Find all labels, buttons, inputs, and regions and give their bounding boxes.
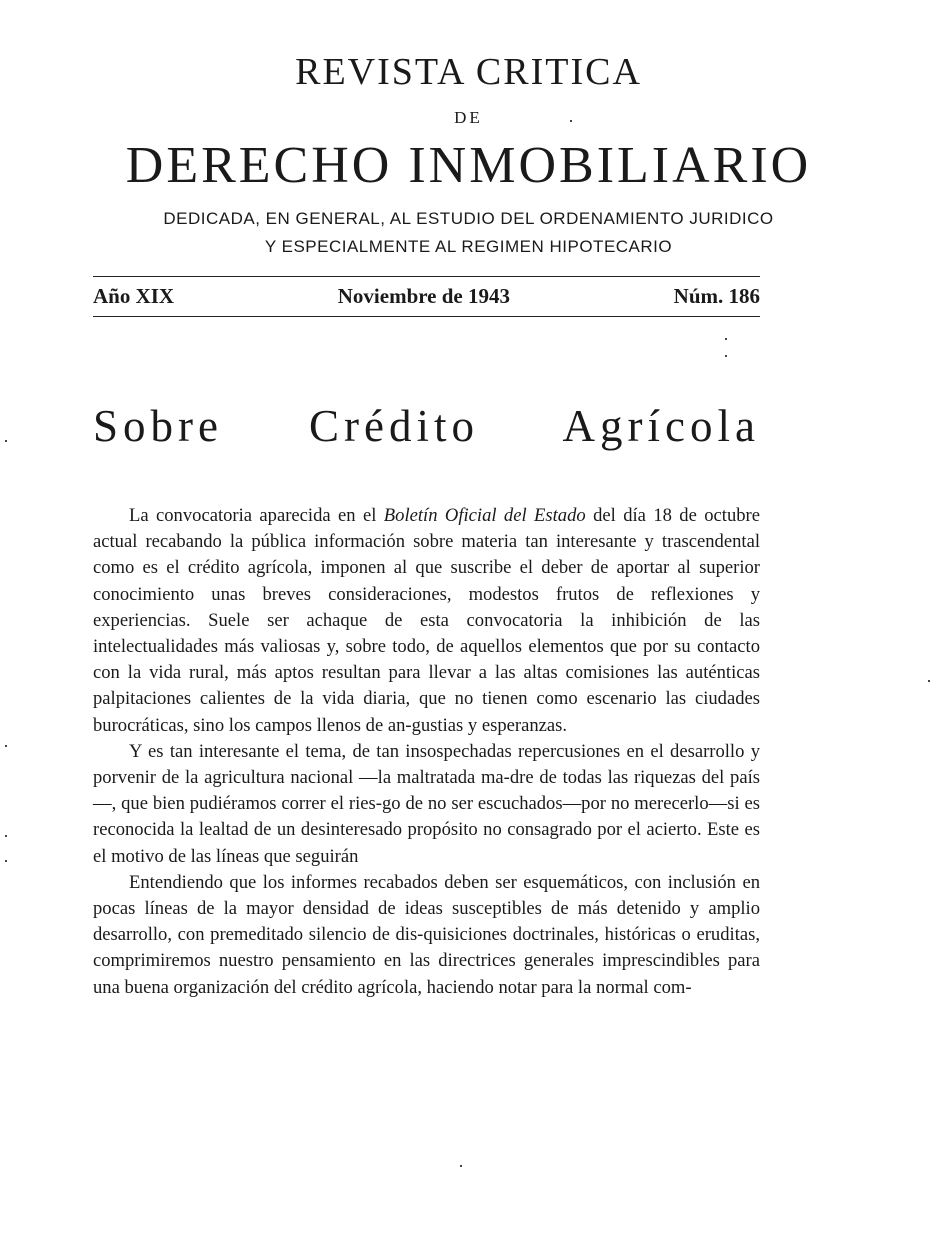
article-title: Sobre Crédito Agrícola <box>93 401 760 451</box>
scan-speck <box>5 860 7 862</box>
scan-speck <box>928 680 930 682</box>
paragraph-3: Entendiendo que los informes recabados deben ser esquemáticos, con inclusión en pocas líneas de la mayor densidad de ideas susceptibles de más detenido y amplio desarrollo, con premeditado silencio de dis-quisiciones doctrinales, históricas o eruditas, comprimiremos nuestro pensamiento en las directrices generales imprescindibles para una buena organización del crédito agrícola, haciendo notar para la normal com- <box>93 871 760 998</box>
issue-line <box>93 284 760 309</box>
issue-year: Año XIX <box>93 284 175 308</box>
paragraph-1-text-a: La convocatoria aparecida en el <box>129 505 384 526</box>
scan-speck <box>570 120 572 122</box>
scan-speck <box>725 355 727 357</box>
paragraph-1-italic: Boletín Oficial del Estado <box>383 505 586 526</box>
paragraph-1 <box>93 503 760 739</box>
rule-bottom <box>93 316 760 317</box>
scan-speck <box>5 835 7 837</box>
issue-date: Noviembre de 1943 <box>337 284 511 308</box>
article-body <box>93 503 760 1001</box>
paragraph-1-text-b: del día 18 de octubre actual recabando la pública información sobre materia tan interesante y trascendental como es el crédito agrícola, imponen al que suscribe el deber de aportar al superior conocimiento unas breves consideraciones, modestos frutos de reflexiones y experiencias. Suele ser achaque de esta convocatoria la inhibición de las intelectualidades más valiosas y, sobre todo, de aquellos elementos que por su contacto con la vida rural, más aptos resultan para llevar a las altas comisiones las auténticas palpitaciones calientes de la vida diaria, que no tienen como escenario las ciudades burocráticas, sino los campos llenos de an-gustias y esperanzas. <box>93 505 761 736</box>
scan-speck <box>725 338 727 340</box>
masthead-main-title: DERECHO INMOBILIARIO <box>125 137 812 194</box>
rule-top <box>93 276 760 277</box>
masthead-de: DE <box>454 108 483 127</box>
scan-speck <box>5 440 7 442</box>
scan-speck <box>5 745 7 747</box>
subtitle-line-2: Y ESPECIALMENTE AL REGIMEN HIPOTECARIO <box>264 237 673 256</box>
masthead-subtitle <box>0 205 937 261</box>
masthead-title: REVISTA CRITICA <box>295 51 642 93</box>
subtitle-line-1: DEDICADA, EN GENERAL, AL ESTUDIO DEL ORDENAMIENTO JURIDICO <box>163 209 774 228</box>
scan-speck <box>460 1165 462 1167</box>
paragraph-2: Y es tan interesante el tema, de tan insospechadas repercusiones en el desarrollo y porvenir de la agricultura nacional —la maltratada ma-dre de todas las riquezas del país—, que bien pudiéramos correr el ries-go de no ser escuchados—por no merecerlo—si es reconocida la lealtad de un desinteresado propósito no consagrado por el acierto. Este es el motivo de las líneas que seguirán <box>93 740 760 867</box>
issue-number: Núm. 186 <box>673 284 760 308</box>
